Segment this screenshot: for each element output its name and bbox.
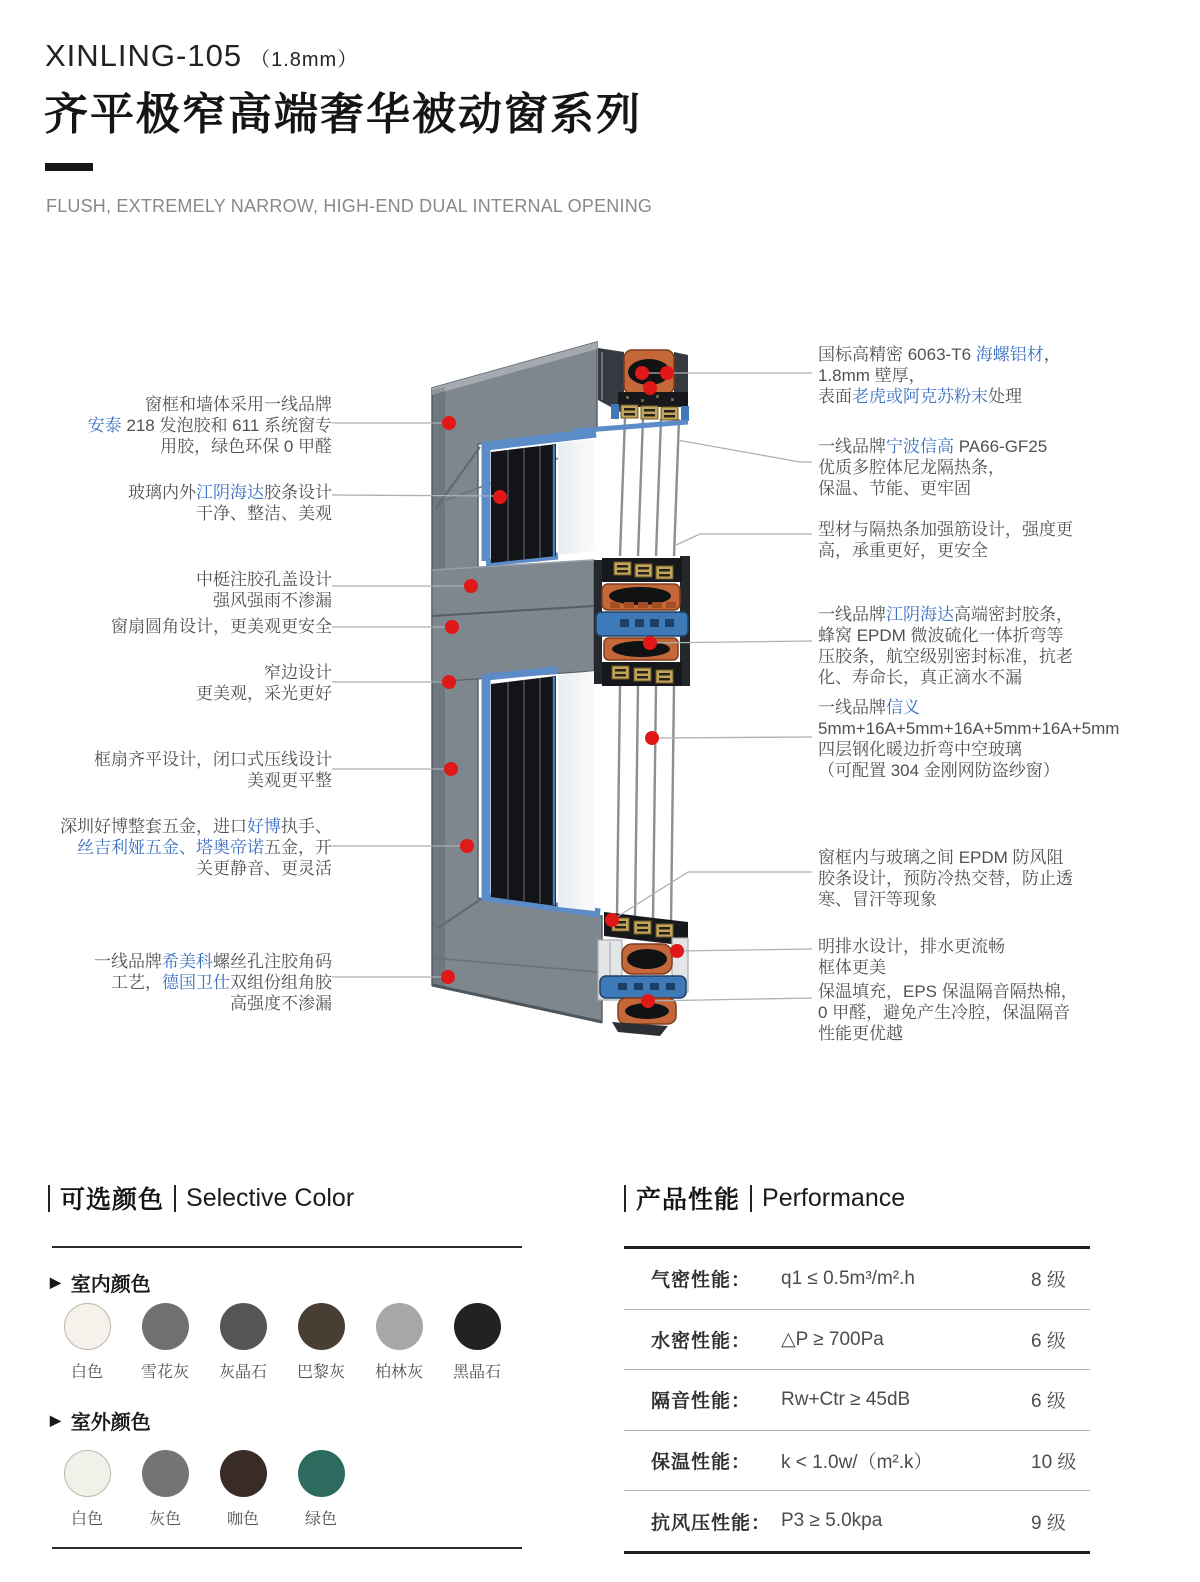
- colors-section-bottom-divider: [52, 1547, 522, 1549]
- performance-grade: 6 级: [1031, 1330, 1066, 1352]
- interior-color-label-text: 室内颜色: [70, 1274, 151, 1296]
- performance-table: [624, 1246, 1090, 1554]
- callout-line: [88, 394, 332, 415]
- performance-value: P3 ≥ 5.0kpa: [781, 1510, 883, 1532]
- callout-marker-dot: [493, 490, 507, 504]
- callout-text-segment: 一线品牌: [818, 605, 886, 624]
- callout-text-segment: 寒、冒汗等现象: [818, 890, 937, 909]
- callout-marker-dot: [670, 944, 684, 958]
- callout-text-segment: 胶条设计，预防冷热交替，防止透: [818, 869, 1073, 888]
- callout-line: [818, 386, 1061, 407]
- callout-text-segment: 德国卫仕: [162, 973, 230, 992]
- callout-text-segment: 表面: [818, 387, 852, 406]
- callout-text-segment: 深圳好博整套五金，进口: [60, 817, 247, 836]
- callout-line: [818, 868, 1073, 889]
- callout-marker-dot: [643, 636, 657, 650]
- callout-marker-dot: [442, 675, 456, 689]
- callout-line: [818, 697, 1119, 718]
- callout-text-segment: 窄边设计: [264, 663, 332, 682]
- callout-hardware-set: [60, 816, 332, 879]
- callout-reinforced-rib-design: [818, 519, 1073, 561]
- callout-marker-dot: [460, 839, 474, 853]
- color-swatch-label: 巴黎灰: [296, 1364, 345, 1381]
- callout-text-segment: 一线品牌: [94, 952, 162, 971]
- callout-text-segment: 一线品牌: [818, 437, 886, 456]
- color-swatch-circle: [298, 1303, 345, 1350]
- callout-marker-dot: [643, 381, 657, 395]
- callout-line: [128, 503, 332, 524]
- color-swatch: [204, 1450, 282, 1529]
- interior-color-label: [50, 1268, 151, 1297]
- callout-text-segment: 218 发泡胶和 611 系统窗专: [121, 416, 332, 435]
- performance-value: Rw+Ctr ≥ 45dB: [781, 1388, 911, 1410]
- callout-text-segment: 明排水设计，排水更流畅: [818, 937, 1005, 956]
- callout-line: [128, 482, 332, 503]
- callout-nylon-insulation-strip: [818, 436, 1047, 499]
- performance-section-title-en: Performance: [762, 1183, 906, 1212]
- callout-line: [94, 749, 332, 770]
- callout-text-segment: ，: [1043, 345, 1061, 364]
- callout-line: [818, 436, 1047, 457]
- callout-line: [94, 972, 332, 993]
- performance-label: 隔音性能：: [651, 1391, 752, 1413]
- color-swatch-label: 咖色: [226, 1511, 259, 1528]
- color-swatch-label: 雪花灰: [140, 1364, 189, 1381]
- callout-text-segment: 双组份组角胶: [230, 973, 332, 992]
- callout-line: [818, 739, 1119, 760]
- callout-marker-dot: [444, 762, 458, 776]
- header-bar-icon: [624, 1185, 626, 1212]
- product-model: XINLING-105: [45, 38, 243, 73]
- callout-line: [111, 616, 332, 637]
- callout-text-segment: 窗扇圆角设计，更美观更安全: [111, 617, 332, 636]
- callout-text-segment: 美观更平整: [247, 771, 332, 790]
- callout-line: [818, 847, 1073, 868]
- callout-line: [60, 837, 332, 858]
- performance-label: 气密性能：: [651, 1270, 752, 1292]
- callout-line: [818, 478, 1047, 499]
- callout-flush-frame-design: [94, 749, 332, 791]
- callout-text-segment: 蜂窝 EPDM 微波硫化一体折弯等: [818, 626, 1064, 645]
- callout-text-segment: 江阴海达: [196, 483, 264, 502]
- callout-text-segment: 干净、整洁、美观: [196, 504, 332, 523]
- callout-text-segment: 国标高精密 6063-T6: [818, 345, 976, 364]
- callout-text-segment: 高端密封胶条，: [954, 605, 1073, 624]
- callout-text-segment: 安泰: [87, 416, 122, 435]
- performance-row: [624, 1431, 1090, 1492]
- performance-grade: 8 级: [1031, 1270, 1066, 1292]
- callout-marker-dot: [605, 913, 619, 927]
- performance-value: k < 1.0w/（m².k）: [781, 1452, 933, 1474]
- callout-text-segment: 强风强雨不渗漏: [213, 591, 332, 610]
- callout-text-segment: 工艺，: [111, 973, 162, 992]
- color-swatch: [126, 1303, 204, 1382]
- triangle-bullet-icon: ▶: [50, 1412, 61, 1428]
- page-title: 齐平极窄高端奢华被动窗系列: [44, 90, 642, 139]
- product-wall-thickness: （1.8mm）: [250, 49, 359, 71]
- interior-color-swatches: [48, 1303, 516, 1382]
- callout-line: [818, 625, 1073, 646]
- callout-text-segment: 一线品牌: [818, 698, 886, 717]
- color-swatch-circle: [376, 1303, 423, 1350]
- colors-section-title-en: Selective Color: [186, 1183, 355, 1212]
- color-swatch: [282, 1303, 360, 1382]
- color-swatch: [282, 1450, 360, 1529]
- colors-section-divider: [52, 1246, 522, 1248]
- callout-text-segment: 窗框和墙体采用一线品牌: [145, 395, 332, 414]
- exterior-color-label: [50, 1406, 151, 1435]
- performance-section-title-cn: 产品性能: [636, 1186, 741, 1214]
- callout-line: [818, 981, 1078, 1002]
- callout-line: [818, 604, 1073, 625]
- callout-text-segment: 压胶条，航空级别密封标准，抗老: [818, 647, 1073, 666]
- performance-grade: 9 级: [1031, 1512, 1066, 1534]
- performance-value: △P ≥ 700Pa: [781, 1328, 884, 1350]
- performance-label: 抗风压性能：: [651, 1512, 772, 1534]
- callout-sash-rounded-corner: [111, 616, 332, 637]
- color-swatch-label: 灰色: [148, 1511, 181, 1528]
- callout-line: [818, 344, 1061, 365]
- callout-frame-wall-glue: [88, 394, 332, 457]
- colors-section-header: [48, 1180, 354, 1216]
- callout-epdm-sealing-strip: [818, 604, 1073, 688]
- callout-marker-dot: [442, 416, 456, 430]
- color-swatch-circle: [220, 1303, 267, 1350]
- color-swatch-label: 柏林灰: [374, 1364, 423, 1381]
- callout-line: [818, 540, 1073, 561]
- color-swatch-label: 灰晶石: [218, 1364, 267, 1381]
- callout-marker-dot: [464, 579, 478, 593]
- profile-bottom-section: [598, 912, 688, 1036]
- callout-text-segment: 5mm+16A+5mm+16A+5mm+16A+5mm: [818, 719, 1120, 738]
- color-swatch: [48, 1450, 126, 1529]
- header-bar-icon: [750, 1185, 752, 1212]
- callout-line: [818, 889, 1073, 910]
- callout-eps-thermal-filling: [818, 981, 1078, 1044]
- performance-value: q1 ≤ 0.5m³/m².h: [781, 1267, 915, 1289]
- exterior-color-swatches: [48, 1450, 360, 1529]
- callout-text-segment: 五金，开: [264, 838, 332, 857]
- callout-text-segment: 宁波信高: [886, 437, 954, 456]
- performance-row: [624, 1249, 1090, 1310]
- color-swatch: [204, 1303, 282, 1382]
- callout-text-segment: （可配置 304 金刚网防盗纱窗）: [818, 761, 1060, 780]
- color-swatch-circle: [64, 1303, 111, 1350]
- color-swatch-circle: [142, 1303, 189, 1350]
- callout-text-segment: 更美观，采光更好: [196, 684, 332, 703]
- header-bar-icon: [48, 1185, 50, 1212]
- callout-text-segment: 用胶，绿色环保 0 甲醛: [160, 437, 332, 456]
- callout-text-segment: 窗框内与玻璃之间 EPDM 防风阻: [818, 848, 1064, 867]
- callout-text-segment: 玻璃内外: [128, 483, 196, 502]
- callout-line: [94, 770, 332, 791]
- callout-marker-dot: [660, 366, 674, 380]
- color-swatch-circle: [220, 1450, 267, 1497]
- product-model-line: [45, 38, 358, 74]
- callout-text-segment: 希美科: [162, 952, 213, 971]
- callout-line: [94, 993, 332, 1014]
- callout-line: [818, 760, 1119, 781]
- callout-text-segment: 中梃注胶孔盖设计: [196, 570, 332, 589]
- callout-text-segment: 信义: [886, 698, 920, 717]
- callout-line: [818, 936, 1005, 957]
- exterior-color-label-text: 室外颜色: [70, 1412, 151, 1434]
- performance-label: 水密性能：: [651, 1330, 752, 1352]
- callout-text-segment: 保温、节能、更牢固: [818, 479, 971, 498]
- color-swatch-circle: [64, 1450, 111, 1497]
- performance-label: 保温性能：: [651, 1452, 752, 1474]
- callout-corner-joint-glue: [94, 951, 332, 1014]
- callout-text-segment: 胶条设计: [264, 483, 332, 502]
- callout-text-segment: 丝吉利娅五金、塔奥帝诺: [77, 838, 264, 857]
- color-swatch: [438, 1303, 516, 1382]
- performance-grade: 10 级: [1031, 1452, 1077, 1474]
- callout-text-segment: 高，承重更好，更安全: [818, 541, 988, 560]
- glazing-and-glass: [486, 433, 600, 913]
- callout-text-segment: 1.8mm 壁厚，: [818, 366, 926, 385]
- callout-text-segment: 0 甲醛，避免产生冷腔，保温隔音: [818, 1003, 1071, 1022]
- callout-line: [818, 519, 1073, 540]
- callout-glass-seal-strip: [128, 482, 332, 524]
- callout-text-segment: 化、寿命长，真正滴水不漏: [818, 668, 1022, 687]
- color-swatch: [126, 1450, 204, 1529]
- callout-line: [818, 365, 1061, 386]
- callout-line: [196, 569, 332, 590]
- callout-drainage-design: [818, 936, 1005, 978]
- color-swatch-label: 白色: [70, 1511, 103, 1528]
- colors-section-title-cn: 可选颜色: [60, 1186, 165, 1214]
- callout-mullion-glue-cover: [196, 569, 332, 611]
- color-swatch-circle: [454, 1303, 501, 1350]
- callout-line: [88, 415, 332, 436]
- page-subtitle-en: FLUSH, EXTREMELY NARROW, HIGH-END DUAL INTERNAL OPENING: [46, 196, 653, 216]
- callout-text-segment: 高强度不渗漏: [230, 994, 332, 1013]
- performance-section-header: [624, 1180, 905, 1216]
- callout-text-segment: 优质多腔体尼龙隔热条，: [818, 458, 1005, 477]
- callout-text-segment: 海螺铝材: [975, 345, 1044, 364]
- callout-text-segment: 老虎或阿克苏粉末: [852, 387, 988, 406]
- color-swatch: [48, 1303, 126, 1382]
- callout-text-segment: 处理: [988, 387, 1022, 406]
- callout-line: [60, 816, 332, 837]
- performance-row: [624, 1370, 1090, 1431]
- profile-mullion-section: [594, 556, 690, 686]
- callout-line: [196, 590, 332, 611]
- callout-text-segment: 执手、: [281, 817, 332, 836]
- title-underline-bar: [45, 163, 93, 171]
- callout-text-segment: 螺丝孔注胶角码: [213, 952, 332, 971]
- callout-line: [818, 667, 1073, 688]
- callout-line: [196, 683, 332, 704]
- callout-aluminum-material: [818, 344, 1061, 407]
- callout-text-segment: 型材与隔热条加强筋设计，强度更: [818, 520, 1073, 539]
- callout-text-segment: 好博: [247, 817, 281, 836]
- callout-line: [818, 957, 1005, 978]
- performance-grade: 6 级: [1031, 1391, 1066, 1413]
- callout-text-segment: 关更静音、更灵活: [196, 859, 332, 878]
- callout-marker-dot: [441, 970, 455, 984]
- color-swatch-label: 绿色: [304, 1511, 337, 1528]
- callout-line: [818, 457, 1047, 478]
- callout-line: [94, 951, 332, 972]
- color-swatch-circle: [142, 1450, 189, 1497]
- callout-text-segment: PA66-GF25: [954, 437, 1048, 456]
- callout-line: [818, 718, 1119, 739]
- callout-line: [818, 1023, 1078, 1044]
- callout-text-segment: 江阴海达: [886, 605, 954, 624]
- callout-line: [818, 646, 1073, 667]
- callout-text-segment: 保温填充，EPS 保温隔音隔热棉，: [818, 982, 1078, 1001]
- callout-marker-dot: [641, 994, 655, 1008]
- performance-row: [624, 1491, 1090, 1551]
- performance-row: [624, 1310, 1090, 1371]
- callout-marker-dot: [635, 366, 649, 380]
- color-swatch-label: 白色: [70, 1364, 103, 1381]
- callout-marker-dot: [445, 620, 459, 634]
- callout-line: [196, 662, 332, 683]
- callout-line: [88, 436, 332, 457]
- header-bar-icon: [174, 1185, 176, 1212]
- mullion-slab: [432, 560, 594, 682]
- color-swatch-circle: [298, 1450, 345, 1497]
- callout-text-segment: 框扇齐平设计，闭口式压线设计: [94, 750, 332, 769]
- callout-marker-dot: [645, 731, 659, 745]
- callout-line: [818, 1002, 1078, 1023]
- callout-epdm-windproof-strip: [818, 847, 1073, 910]
- color-swatch-label: 黑晶石: [452, 1364, 501, 1381]
- callout-glass-configuration: [818, 697, 1119, 781]
- callout-text-segment: 性能更优越: [818, 1024, 903, 1043]
- color-swatch: [360, 1303, 438, 1382]
- callout-narrow-edge-design: [196, 662, 332, 704]
- callout-text-segment: 框体更美: [818, 958, 886, 977]
- triangle-bullet-icon: ▶: [50, 1274, 61, 1290]
- callout-text-segment: 四层钢化暖边折弯中空玻璃: [818, 740, 1022, 759]
- callout-line: [60, 858, 332, 879]
